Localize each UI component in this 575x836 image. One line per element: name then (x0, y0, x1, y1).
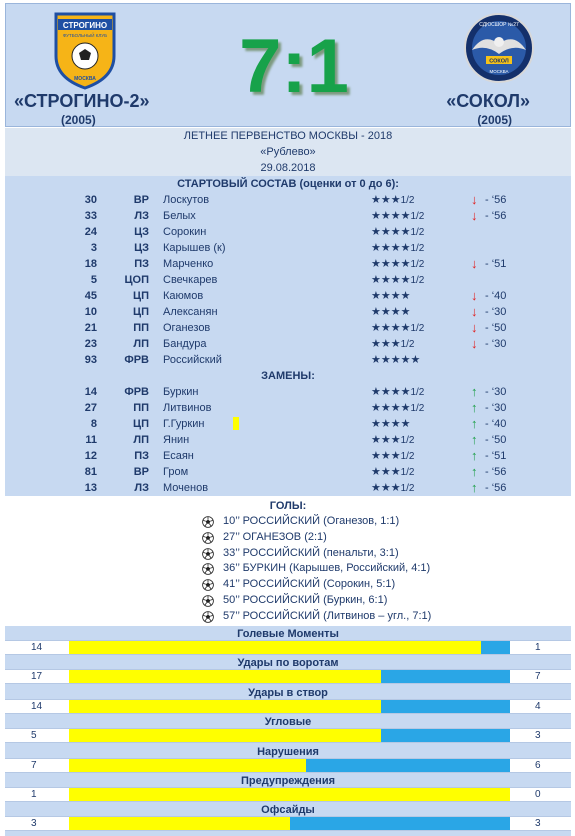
svg-text:СДЮСШОР №27: СДЮСШОР №27 (479, 22, 519, 28)
sub-time: - ‘56 (485, 194, 507, 206)
rating-half: 1/2 (400, 451, 415, 462)
player-rating (371, 336, 415, 353)
rating-half: 1/2 (410, 403, 425, 414)
player-rating (371, 320, 424, 337)
match-info (5, 128, 571, 176)
player-rating (371, 352, 420, 369)
soccer-ball-icon (202, 548, 214, 560)
player-number: 11 (85, 434, 97, 446)
stat-away-value: 3 (535, 730, 541, 742)
player-position: ЦП (133, 306, 149, 318)
sub-time: - ‘51 (485, 450, 507, 462)
player-name: Алексанян (163, 306, 218, 318)
player-name: Литвинов (163, 402, 212, 414)
stat-row (5, 626, 571, 655)
goal-text: 50’’ РОССИЙСКИЙ (Буркин, 6:1) (223, 593, 388, 606)
sub-in-arrow-icon: ↑ (471, 432, 478, 447)
stat-bar (5, 699, 571, 714)
stat-track-away (69, 729, 510, 742)
player-row (5, 464, 571, 480)
player-rating (371, 192, 415, 209)
player-position: ПП (133, 402, 149, 414)
lineup-title: СТАРТОВЫЙ СОСТАВ (оценки от 0 до 6): (177, 178, 399, 190)
rating-half: 1/2 (410, 259, 425, 270)
player-name: Г.Гуркин (163, 418, 205, 430)
stat-home-value: 7 (31, 759, 37, 771)
soccer-ball-icon (202, 563, 214, 575)
stat-row (5, 802, 571, 831)
player-number: 13 (84, 482, 97, 494)
player-name: Лоскутов (163, 194, 210, 206)
stat-away-value: 0 (535, 789, 541, 800)
player-position: ЛП (133, 434, 149, 446)
rating-stars: ★★★★ (371, 210, 411, 222)
player-rating (371, 256, 424, 273)
stat-track-away (69, 670, 510, 683)
sub-time: - ‘50 (485, 434, 507, 446)
rating-stars: ★★★ (371, 482, 401, 494)
stat-track-away (69, 759, 510, 772)
player-row (5, 384, 571, 400)
rating-half: 1/2 (410, 387, 425, 398)
sub-time: - ‘50 (485, 322, 507, 334)
rating-half: 1/2 (400, 435, 415, 446)
stat-label: Голевые Моменты (237, 628, 339, 640)
player-row (5, 240, 571, 256)
player-number: 23 (84, 338, 97, 350)
sub-out-arrow-icon: ↓ (471, 320, 478, 335)
player-number: 12 (84, 450, 97, 462)
sub-in-arrow-icon: ↑ (471, 384, 478, 399)
svg-text:СТРОГИНО: СТРОГИНО (62, 21, 108, 30)
svg-text:СОКОЛ: СОКОЛ (489, 58, 509, 65)
sub-out-arrow-icon: ↓ (471, 208, 478, 223)
home-team-name: «СТРОГИНО-2» (14, 91, 150, 111)
rating-half: 1/2 (400, 483, 415, 494)
stat-track-away (69, 788, 510, 801)
sub-time: - ‘30 (485, 306, 507, 318)
tournament-name: ЛЕТНЕЕ ПЕРВЕНСТВО МОСКВЫ - 2018 (183, 130, 393, 142)
sub-time: - ‘30 (485, 386, 507, 398)
player-name: Каюмов (163, 290, 204, 302)
sub-time: - ‘56 (485, 466, 507, 478)
sub-in-arrow-icon: ↑ (471, 464, 478, 479)
player-rating (371, 464, 415, 481)
player-name: Марченко (163, 258, 214, 270)
stat-row (5, 714, 571, 743)
stat-label: Предупреждения (240, 775, 336, 787)
sub-out-arrow-icon: ↓ (471, 288, 478, 303)
sub-out-arrow-icon: ↓ (471, 256, 478, 271)
player-rating (371, 384, 424, 401)
sub-out-arrow-icon: ↓ (471, 192, 478, 207)
stat-away-value: 3 (535, 818, 541, 830)
stat-away-value: 1 (535, 642, 541, 653)
player-number: 24 (84, 226, 97, 238)
rating-stars: ★★★★ (371, 242, 411, 254)
player-number: 33 (84, 210, 97, 222)
player-name: Моченов (163, 482, 209, 494)
player-position: ВР (133, 194, 149, 206)
sub-time: - ‘30 (485, 338, 507, 350)
rating-half: 1/2 (410, 243, 425, 254)
stat-fill-home (69, 641, 481, 654)
player-position: ЦП (133, 418, 149, 430)
player-rating (371, 400, 424, 417)
stat-bar (5, 787, 571, 802)
highlight-marker (233, 417, 239, 430)
stat-label: Офсайды (261, 804, 315, 817)
subs-title: ЗАМЕНЫ: (261, 370, 315, 382)
player-position: ЛЗ (134, 482, 149, 494)
goal-item (5, 609, 571, 625)
sub-time: - ‘56 (485, 210, 507, 222)
rating-half: 1/2 (410, 211, 425, 222)
sub-in-arrow-icon: ↑ (471, 400, 478, 415)
rating-stars: ★★★★ (371, 274, 411, 286)
goal-text: 10’’ РОССИЙСКИЙ (Оганезов, 1:1) (223, 515, 400, 527)
sub-time: - ‘40 (485, 290, 507, 302)
player-position: ЛП (133, 338, 149, 350)
rating-stars: ★★★★ (371, 418, 411, 430)
player-number: 5 (90, 274, 97, 286)
sub-time: - ‘40 (485, 418, 507, 430)
player-position: ЦП (133, 290, 149, 302)
stat-away-value: 4 (535, 700, 541, 712)
stat-label: Нарушения (257, 745, 319, 758)
stat-row (5, 773, 571, 802)
player-row (5, 192, 571, 208)
goal-text: 41’’ РОССИЙСКИЙ (Сорокин, 5:1) (223, 578, 396, 591)
goal-item (5, 514, 571, 530)
player-number: 45 (84, 290, 97, 302)
match-score: 7:1 (239, 24, 349, 109)
rating-half: 1/2 (410, 323, 425, 334)
rating-half: 1/2 (400, 339, 415, 350)
svg-text:МОСКВА: МОСКВА (489, 69, 509, 74)
player-position: ФРВ (124, 354, 149, 366)
goal-item (5, 577, 571, 593)
sub-time: - ‘51 (485, 258, 507, 270)
player-rating (371, 240, 424, 257)
sub-out-arrow-icon: ↓ (471, 304, 478, 319)
player-row (5, 432, 571, 448)
venue-name: «Рублево» (260, 146, 316, 158)
soccer-ball-icon (202, 532, 214, 544)
lineup-section (5, 176, 571, 496)
player-rating (371, 272, 424, 289)
sub-time: - ‘56 (485, 482, 507, 494)
stat-bar (5, 816, 571, 831)
player-position: ПЗ (134, 258, 149, 270)
player-number: 27 (84, 402, 97, 414)
rating-half: 1/2 (410, 275, 425, 286)
player-number: 8 (90, 418, 97, 430)
stats-section (5, 626, 571, 836)
player-position: ЦЗ (134, 242, 149, 254)
rating-stars: ★★★ (371, 434, 401, 446)
sub-in-arrow-icon: ↑ (471, 480, 478, 495)
player-rating (371, 208, 424, 225)
svg-text:МОСКВА: МОСКВА (74, 76, 96, 82)
soccer-ball-icon (202, 516, 214, 528)
player-name: Есаян (163, 450, 194, 462)
player-row (5, 288, 571, 304)
player-rating (371, 224, 424, 241)
player-row (5, 224, 571, 240)
stat-home-value: 1 (31, 789, 37, 800)
rating-stars: ★★★★ (371, 290, 411, 302)
player-row (5, 352, 571, 368)
rating-stars: ★★★ (371, 338, 401, 350)
goal-item (5, 530, 571, 546)
goal-text: 57’’ РОССИЙСКИЙ (Литвинов – угл., 7:1) (223, 609, 432, 622)
soccer-ball-icon (202, 611, 214, 623)
stat-track-away (69, 641, 510, 654)
player-position: ПП (133, 322, 149, 334)
goals-title: ГОЛЫ: (269, 500, 307, 512)
stat-label: Угловые (264, 716, 312, 729)
rating-half: 1/2 (400, 467, 415, 478)
sub-out-arrow-icon: ↓ (471, 336, 478, 351)
stat-home-value: 14 (31, 700, 43, 712)
player-position: ПЗ (134, 450, 149, 462)
rating-stars: ★★★★ (371, 402, 411, 414)
rating-stars: ★★★★ (371, 226, 411, 238)
player-row (5, 304, 571, 320)
goal-item (5, 593, 571, 609)
goal-item (5, 561, 571, 577)
home-team-year: (2005) (61, 113, 96, 127)
goals-list (5, 514, 571, 625)
rating-stars: ★★★★★ (371, 354, 421, 366)
away-team-name: «СОКОЛ» (446, 91, 530, 111)
player-position: ЦЗ (134, 226, 149, 238)
stat-bar (5, 669, 571, 684)
match-header (5, 3, 571, 127)
rating-stars: ★★★★ (371, 386, 411, 398)
player-position: ЦОП (124, 274, 149, 286)
starters-list (5, 192, 571, 368)
player-number: 14 (84, 386, 97, 398)
sub-in-arrow-icon: ↑ (471, 416, 478, 431)
player-name: Сорокин (163, 226, 207, 238)
player-position: ВР (133, 466, 149, 478)
stat-bar (5, 728, 571, 743)
player-number: 3 (90, 242, 97, 254)
goals-section (5, 496, 571, 626)
player-name: Российский (163, 354, 222, 366)
player-rating (371, 448, 415, 465)
player-row (5, 320, 571, 336)
rating-stars: ★★★★ (371, 306, 411, 318)
stat-home-value: 14 (31, 642, 43, 653)
player-row (5, 400, 571, 416)
home-team-logo (52, 10, 118, 90)
stat-home-value: 3 (31, 818, 37, 830)
sub-in-arrow-icon: ↑ (471, 448, 478, 463)
player-number: 18 (84, 258, 97, 270)
goal-item (5, 546, 571, 562)
player-row (5, 480, 571, 496)
goal-text: 27’’ ОГАНЕЗОВ (2:1) (223, 530, 327, 543)
subs-list (5, 384, 571, 496)
rating-half: 1/2 (410, 227, 425, 238)
stat-fill-home (69, 729, 381, 742)
stat-home-value: 17 (31, 671, 43, 683)
svg-text:ФУТБОЛЬНЫЙ КЛУБ: ФУТБОЛЬНЫЙ КЛУБ (62, 33, 108, 38)
stat-label: Удары в створ (248, 686, 328, 699)
soccer-ball-icon (202, 595, 214, 607)
rating-stars: ★★★ (371, 450, 401, 462)
player-name: Белых (163, 210, 196, 222)
player-name: Буркин (163, 386, 199, 398)
rating-stars: ★★★ (371, 194, 401, 206)
stat-fill-home (69, 759, 306, 772)
player-row (5, 256, 571, 272)
stat-row (5, 744, 571, 773)
player-name: Янин (163, 434, 190, 446)
player-position: ФРВ (124, 386, 149, 398)
stat-home-value: 5 (31, 730, 37, 742)
player-name: Бандура (163, 338, 207, 350)
player-name: Карышев (к) (163, 242, 226, 254)
sub-time: - ‘30 (485, 402, 507, 414)
stat-fill-home (69, 700, 381, 713)
stat-track-away (69, 700, 510, 713)
away-team-year: (2005) (477, 113, 512, 127)
player-rating (371, 432, 415, 449)
stat-row (5, 685, 571, 714)
player-rating (371, 416, 410, 433)
player-rating (371, 288, 410, 305)
player-row (5, 208, 571, 224)
player-number: 93 (84, 354, 97, 366)
stat-track-away (69, 817, 510, 830)
goal-text: 36’’ БУРКИН (Карышев, Российский, 4:1) (223, 562, 431, 575)
player-number: 81 (84, 466, 97, 478)
stat-fill-home (69, 817, 290, 830)
away-team-logo (462, 10, 536, 90)
player-rating (371, 480, 415, 497)
stat-fill-home (69, 788, 510, 801)
stat-away-value: 6 (535, 759, 541, 771)
player-row (5, 272, 571, 288)
stat-away-value: 7 (535, 671, 541, 683)
player-number: 10 (84, 306, 97, 318)
player-number: 21 (84, 322, 97, 334)
rating-stars: ★★★ (371, 466, 401, 478)
match-date: 29.08.2018 (260, 162, 316, 174)
soccer-ball-icon (202, 579, 214, 591)
player-position: ЛЗ (134, 210, 149, 222)
stat-label: Удары по воротам (237, 657, 339, 670)
player-row (5, 448, 571, 464)
stat-fill-home (69, 670, 381, 683)
player-name: Оганезов (163, 322, 211, 334)
player-row (5, 416, 571, 432)
player-number: 30 (84, 194, 97, 206)
player-rating (371, 304, 410, 321)
rating-stars: ★★★★ (371, 258, 411, 270)
player-name: Свечкарев (163, 274, 218, 286)
rating-half: 1/2 (400, 195, 415, 206)
stat-bar (5, 640, 571, 655)
player-name: Гром (163, 466, 189, 478)
player-row (5, 336, 571, 352)
goal-text: 33’’ РОССИЙСКИЙ (пенальти, 3:1) (223, 546, 399, 559)
stat-bar (5, 758, 571, 773)
rating-stars: ★★★★ (371, 322, 411, 334)
stat-row (5, 655, 571, 684)
